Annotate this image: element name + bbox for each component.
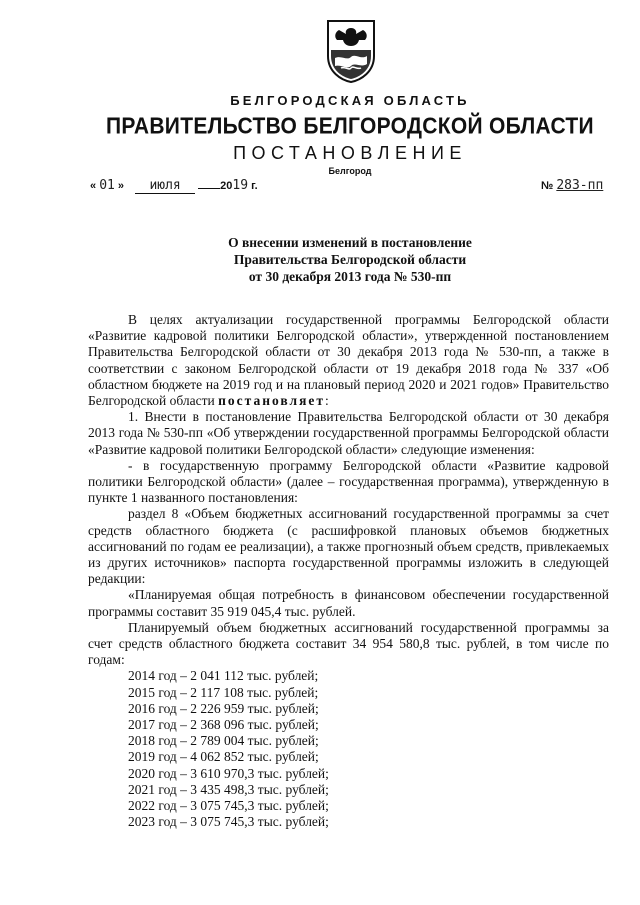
- preamble-text: В целях актуализации государственной программы Белгородской области «Развитие кадровой политики Белгородской области», утвержденной постановлением Правительства Белгородской области от 30 декабря 2013 года № 530-пп, а также в соответствии с законом Белгородской области от 19 декабря 2018 года № 337 «Об областном бюджете на 2019 год и на плановый период 2020 и 2021 годов» Правительство Белгородской области: [88, 312, 609, 409]
- year-item: 2018 год – 2 789 004 тыс. рублей;: [128, 733, 319, 749]
- year-item: 2023 год – 3 075 745,3 тыс. рублей;: [128, 814, 329, 830]
- paragraph-preamble: [88, 312, 609, 409]
- date-month: июля: [135, 178, 195, 194]
- government-name: ПРАВИТЕЛЬСТВО БЕЛГОРОДСКОЙ ОБЛАСТИ: [106, 113, 594, 140]
- city-name: Белгород: [328, 166, 372, 176]
- date-quote-close: »: [117, 180, 125, 192]
- year-item: 2020 год – 3 610 970,3 тыс. рублей;: [128, 765, 329, 781]
- coat-of-arms-emblem: [325, 18, 377, 84]
- date-year-prefix: 20: [220, 180, 233, 192]
- year-item: 2022 год – 3 075 745,3 тыс. рублей;: [128, 798, 329, 814]
- date-year-suffix: 19: [232, 178, 249, 193]
- document-title: [0, 234, 640, 285]
- number-prefix: №: [541, 180, 554, 192]
- title-line-2: Правительства Белгородской области: [233, 252, 467, 267]
- year-item: 2021 год – 3 435 498,3 тыс. рублей;: [128, 781, 329, 797]
- preamble-colon: :: [325, 393, 329, 409]
- decree-number: [541, 178, 603, 193]
- year-item: 2019 год – 4 062 852 тыс. рублей;: [128, 749, 319, 765]
- year-item: 2014 год – 2 041 112 тыс. рублей;: [128, 668, 319, 684]
- document-type: ПОСТАНОВЛЕНИЕ: [233, 143, 467, 163]
- document-body: [88, 312, 609, 831]
- paragraph-total-need: «Планируемая общая потребность в финансовом обеспечении государственной программы составит 35 919 045,4 тыс. рублей.: [88, 587, 609, 619]
- paragraph-program: - в государственную программу Белгородской области «Развитие кадровой политики Белгородской области» (далее – государственная программа), утвержденную в пункте 1 названного постановления:: [88, 457, 609, 506]
- date-year-abbr: г.: [251, 180, 258, 192]
- paragraph-section-8: раздел 8 «Объем бюджетных ассигнований государственной программы за счет средств областного бюджета (с расшифровкой плановых объемов бюджетных ассигнований по годам ее реализации), а также прогнозный объем средств, привлекаемых из других источников» паспорта государственной программы изложить в следующей редакции:: [88, 506, 609, 587]
- number-value: 283-пп: [556, 178, 604, 193]
- yearly-budget-list: [128, 668, 609, 830]
- title-line-3: от 30 декабря 2013 года № 530-пп: [248, 269, 452, 284]
- date-day: 01: [99, 178, 115, 193]
- preamble-resolves: постановляет: [218, 393, 326, 409]
- region-name: БЕЛГОРОДСКАЯ ОБЛАСТЬ: [230, 93, 470, 108]
- paragraph-item-1: 1. Внести в постановление Правительства Белгородской области от 30 декабря 2013 года № 530-пп «Об утверждении государственной программы Белгородской области «Развитие кадровой политики Белгородской области» следующие изменения:: [88, 409, 609, 457]
- decree-date: [90, 178, 258, 194]
- year-item: 2016 год – 2 226 959 тыс. рублей;: [128, 700, 319, 716]
- date-quote-open: «: [90, 180, 97, 192]
- paragraph-budget: Планируемый объем бюджетных ассигнований государственной программы за счет средств областного бюджета составит 34 954 580,8 тыс. рублей, в том числе по годам:: [88, 619, 609, 668]
- year-item: 2015 год – 2 117 108 тыс. рублей;: [128, 684, 319, 700]
- year-item: 2017 год – 2 368 096 тыс. рублей;: [128, 717, 319, 733]
- date-underline: [198, 188, 220, 189]
- title-line-1: О внесении изменений в постановление: [228, 235, 472, 250]
